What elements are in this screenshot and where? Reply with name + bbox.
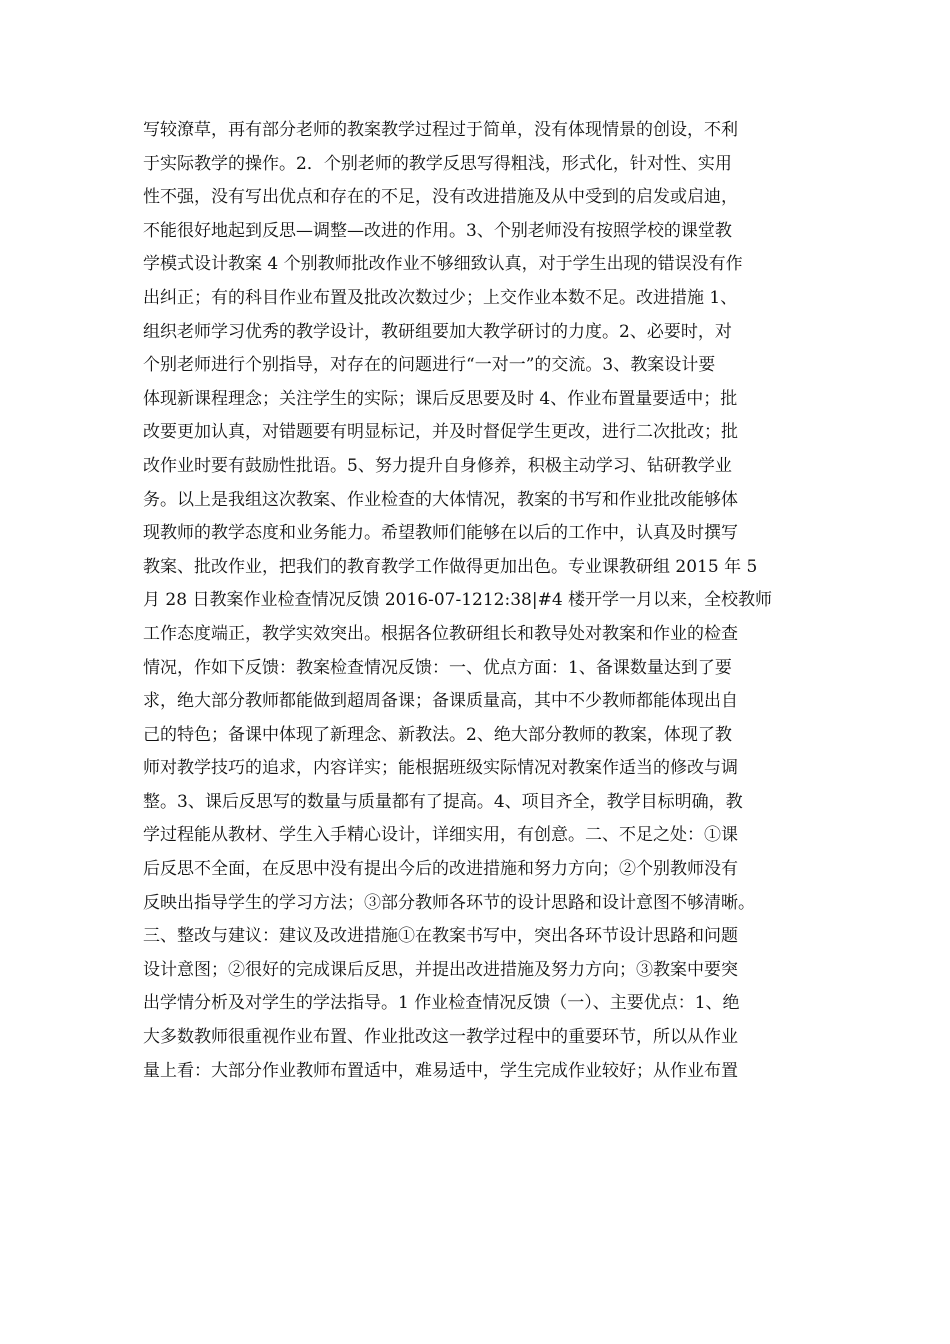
text-line: 出学情分析及对学生的学法指导。1 作业检查情况反馈（一）、主要优点：1、绝	[143, 993, 740, 1014]
text-line: 个别老师进行个别指导，对存在的问题进行“一对一”的交流。3、教案设计要	[143, 355, 716, 376]
text-line: 反映出指导学生的学习方法；③部分教师各环节的设计思路和设计意图不够清晰。	[143, 892, 755, 913]
text-line: 大多数教师很重视作业布置、作业批改这一教学过程中的重要环节，所以从作业	[143, 1027, 738, 1048]
text-line: 改作业时要有鼓励性批语。5、努力提升自身修养，积极主动学习、钻研教学业	[143, 455, 732, 476]
document-body	[143, 114, 833, 1088]
text-line: 性不强，没有写出优点和存在的不足，没有改进措施及从中受到的启发或启迪，	[143, 187, 738, 208]
text-line: 不能很好地起到反思—调整—改进的作用。3、个别老师没有按照学校的课堂教	[143, 220, 732, 241]
text-line: 后反思不全面，在反思中没有提出今后的改进措施和努力方向；②个别教师没有	[143, 859, 738, 880]
text-line: 写较潦草，再有部分老师的教案教学过程过于简单，没有体现情景的创设，不利	[143, 120, 738, 140]
text-line: 改要更加认真，对错题要有明显标记，并及时督促学生更改，进行二次批改；批	[143, 422, 738, 443]
text-line: 出纠正；有的科目作业布置及批改次数过少；上交作业本数不足。改进措施 1、	[143, 287, 738, 308]
text-line: 工作态度端正，教学实效突出。根据各位教研组长和教导处对教案和作业的检查	[143, 623, 738, 644]
text-line: 师对教学技巧的追求，内容详实；能根据班级实际情况对教案作适当的修改与调	[143, 758, 738, 779]
text-line: 体现新课程理念；关注学生的实际；课后反思要及时 4、作业布置量要适中；批	[143, 388, 738, 409]
text-line: 学过程能从教材、学生入手精心设计，详细实用，有创意。二、不足之处：①课	[143, 825, 738, 846]
text-line: 教案、批改作业，把我们的教育教学工作做得更加出色。专业课教研组 2015 年 5	[143, 556, 758, 577]
text-line: 情况，作如下反馈：教案检查情况反馈：一、优点方面：1、备课数量达到了要	[143, 657, 732, 678]
text-line: 设计意图；②很好的完成课后反思，并提出改进措施及努力方向；③教案中要突	[143, 959, 738, 980]
text-line: 于实际教学的操作。2．个别老师的教学反思写得粗浅，形式化，针对性、实用	[143, 153, 732, 174]
text-line: 三、整改与建议：建议及改进措施①在教案书写中，突出各环节设计思路和问题	[143, 926, 738, 947]
text-line: 己的特色；备课中体现了新理念、新教法。2、绝大部分教师的教案，体现了教	[143, 724, 732, 745]
text-line: 求，绝大部分教师都能做到超周备课；备课质量高，其中不少教师都能体现出自	[143, 691, 738, 712]
text-line: 整。3、课后反思写的数量与质量都有了提高。4、项目齐全，教学目标明确，教	[143, 791, 743, 812]
text-line: 学模式设计教案 4 个别教师批改作业不够细致认真，对于学生出现的错误没有作	[143, 254, 743, 275]
text-line: 组织老师学习优秀的教学设计，教研组要加大教学研讨的力度。2、必要时，对	[143, 321, 732, 342]
text-line: 量上看：大部分作业教师布置适中，难易适中，学生完成作业较好；从作业布置	[143, 1060, 738, 1081]
text-line: 现教师的教学态度和业务能力。希望教师们能够在以后的工作中，认真及时撰写	[143, 523, 738, 544]
text-line: 务。以上是我组这次教案、作业检查的大体情况，教案的书写和作业批改能够体	[143, 489, 738, 510]
text-line: 月 28 日教案作业检查情况反馈 2016-07-1212:38|#4 楼开学一月以来，全校教师	[143, 590, 773, 611]
